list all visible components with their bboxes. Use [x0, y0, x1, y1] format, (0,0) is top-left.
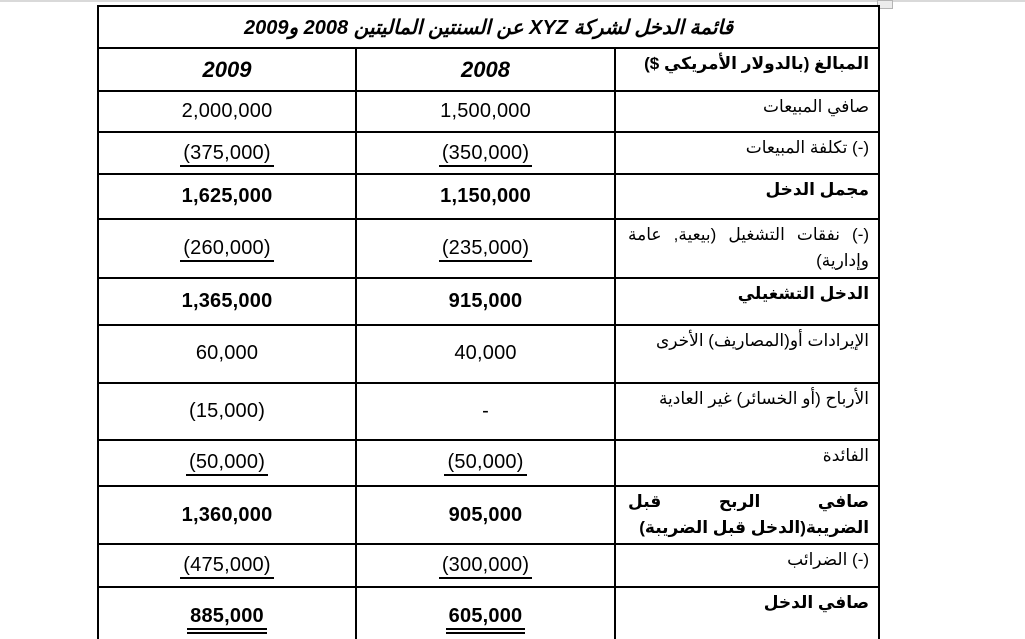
row-label: صافي المبيعات [615, 91, 879, 132]
value-2009: 1,360,000 [98, 486, 356, 545]
value-2008: (235,000) [356, 219, 615, 278]
value-2008: 905,000 [356, 486, 615, 545]
table-row [98, 544, 879, 587]
value-2008: - [356, 383, 615, 440]
value-2009: (375,000) [98, 132, 356, 174]
value-2009: (15,000) [98, 383, 356, 440]
table-row [98, 486, 879, 545]
value-2008: 605,000 [356, 587, 615, 639]
row-label: صافي الربح قبل الضريبة(الدخل قبل الضريبة) [615, 486, 879, 545]
value-2008: (50,000) [356, 440, 615, 486]
income-statement-table [97, 5, 880, 639]
row-label: (-) الضرائب [615, 544, 879, 587]
value-2008: (350,000) [356, 132, 615, 174]
table-row [98, 440, 879, 486]
table-row [98, 383, 879, 440]
value-2009: 1,365,000 [98, 278, 356, 325]
table-header-row [98, 48, 879, 91]
value-2009: 1,625,000 [98, 174, 356, 219]
currency-header: المبالغ (بالدولار الأمريكي $) [615, 48, 879, 91]
value-2009: (475,000) [98, 544, 356, 587]
table-row [98, 132, 879, 174]
table-row [98, 587, 879, 639]
row-label: الإيرادات أو(المصاريف) الأخرى [615, 325, 879, 383]
row-label: الفائدة [615, 440, 879, 486]
row-label: (-) تكلفة المبيعات [615, 132, 879, 174]
value-2008: 1,500,000 [356, 91, 615, 132]
value-2009: 60,000 [98, 325, 356, 383]
table-row [98, 325, 879, 383]
table-row [98, 174, 879, 219]
table-title: قائمة الدخل لشركة XYZ عن السنتين الماليتين 2008 و2009 [98, 6, 879, 48]
table-row [98, 6, 879, 48]
row-label: الأرباح (أو الخسائر) غير العادية [615, 383, 879, 440]
value-2009: (50,000) [98, 440, 356, 486]
table-row [98, 91, 879, 132]
row-label: مجمل الدخل [615, 174, 879, 219]
value-2009: 885,000 [98, 587, 356, 639]
page-top-divider [0, 0, 1025, 2]
table-row [98, 219, 879, 278]
row-label: (-) نفقات التشغيل (بيعية, عامة وإدارية) [615, 219, 879, 278]
row-label: صافي الدخل [615, 587, 879, 639]
year-2008-header: 2008 [356, 48, 615, 91]
table-row [98, 278, 879, 325]
value-2008: 1,150,000 [356, 174, 615, 219]
year-2009-header: 2009 [98, 48, 356, 91]
value-2008: 915,000 [356, 278, 615, 325]
value-2009: 2,000,000 [98, 91, 356, 132]
row-label: الدخل التشغيلي [615, 278, 879, 325]
value-2008: 40,000 [356, 325, 615, 383]
value-2009: (260,000) [98, 219, 356, 278]
value-2008: (300,000) [356, 544, 615, 587]
